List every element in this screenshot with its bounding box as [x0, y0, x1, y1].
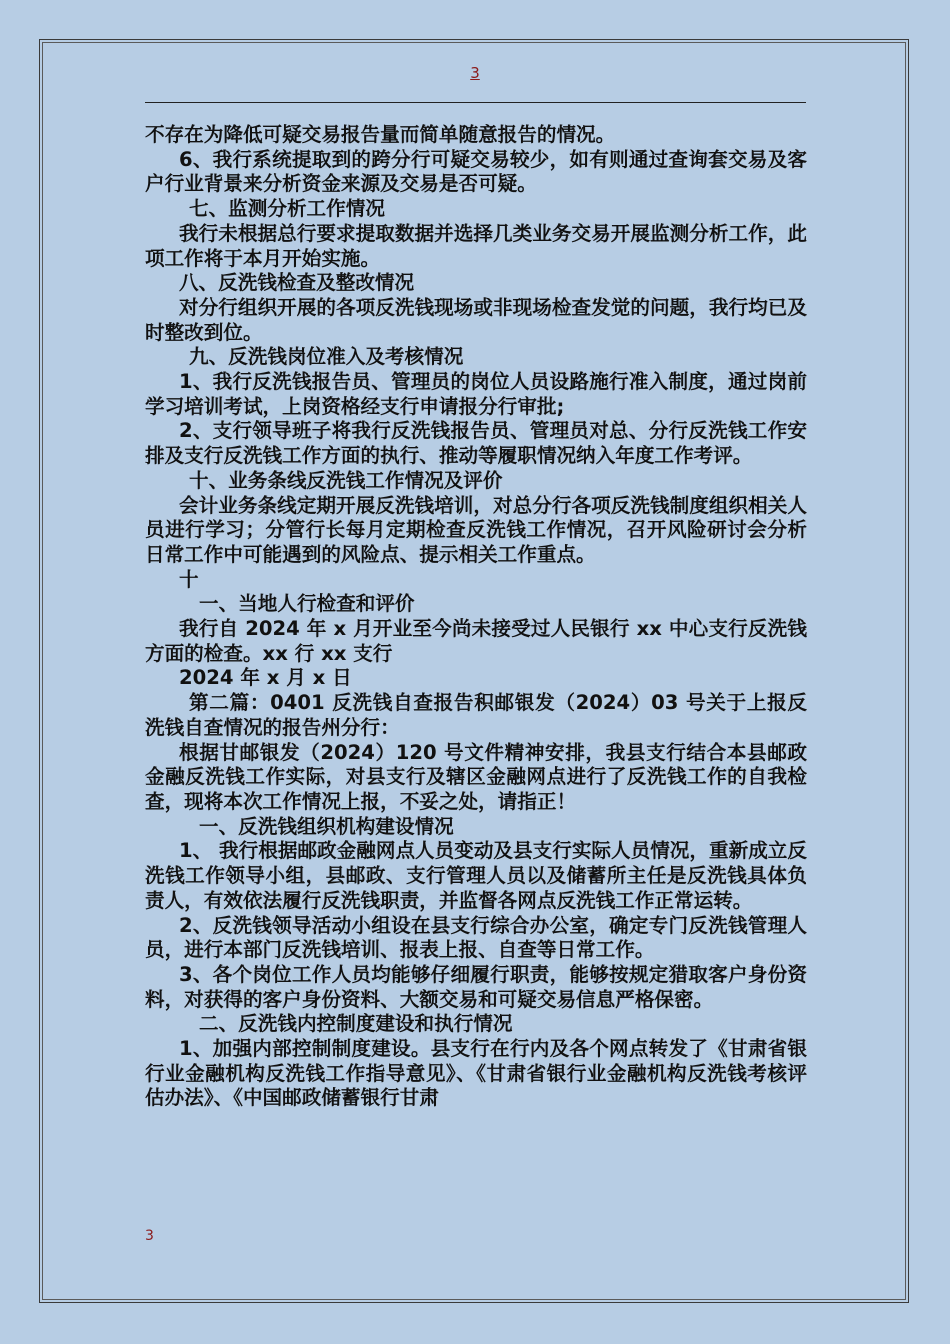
paragraph: 十 [179, 567, 199, 591]
section-heading: 二、反洗钱内控制度建设和执行情况 [199, 1012, 513, 1036]
header-rule [145, 102, 806, 103]
date-line: 2024 年 x 月 x 日 [179, 666, 352, 690]
paragraph: 6、我行系统提取到的跨分行可疑交易较少，如有则通过查询套交易及客户行业背景来分析资金来源及交易是否可疑。 [145, 147, 807, 196]
paragraph: 1、加强内部控制制度建设。县支行在行内及各个网点转发了《甘肃省银行业金融机构反洗钱工作指导意见》、《甘肃省银行业金融机构反洗钱考核评估办法》、《中国邮政储蓄银行甘肃 [145, 1037, 807, 1110]
footer-page-number: 3 [145, 1228, 154, 1244]
section-heading: 七、监测分析工作情况 [189, 197, 385, 221]
paragraph: 会计业务条线定期开展反洗钱培训，对总分行各项反洗钱制度组织相关人员进行学习；分管行长每月定期检查反洗钱工作情况，召开风险研讨会分析日常工作中可能遇到的风险点、提示相关工作重点。 [145, 493, 807, 566]
paragraph: 2、支行领导班子将我行反洗钱报告员、管理员对总、分行反洗钱工作安排及支行反洗钱工作方面的执行、推动等履职情况纳入年度工作考评。 [145, 419, 807, 468]
paragraph: 不存在为降低可疑交易报告量而简单随意报告的情况。 [145, 123, 616, 146]
section-heading: 九、反洗钱岗位准入及考核情况 [189, 345, 464, 369]
header-page-number: 3 [470, 64, 480, 82]
section-heading: 十、业务条线反洗钱工作情况及评价 [189, 468, 503, 492]
paragraph: 1、 我行根据邮政金融网点人员变动及县支行实际人员情况，重新成立反洗钱工作领导小组，县邮政、支行管理人员以及储蓄所主任是反洗钱具体负责人，有效依法履行反洗钱职责，并监督各网点反洗钱工作正常运转。 [145, 839, 807, 912]
paragraph: 我行自 2024 年 x 月开业至今尚未接受过人民银行 xx 中心支行反洗钱方面的检查。xx 行 xx 支行 [145, 617, 807, 665]
paragraph: 2、反洗钱领导活动小组设在县支行综合办公室，确定专门反洗钱管理人员，进行本部门反洗钱培训、报表上报、自查等日常工作。 [145, 913, 807, 962]
paragraph: 根据甘邮银发（2024）120 号文件精神安排，我县支行结合本县邮政金融反洗钱工作实际，对县支行及辖区金融网点进行了反洗钱工作的自我检查，现将本次工作情况上报，不妥之处，请指正！ [145, 740, 807, 813]
paragraph: 对分行组织开展的各项反洗钱现场或非现场检查发觉的问题，我行均已及时整改到位。 [145, 295, 807, 344]
paragraph: 第二篇：0401 反洗钱自查报告积邮银发（2024）03 号关于上报反洗钱自查情况的报告州分行： [145, 691, 807, 739]
paragraph: 我行未根据总行要求提取数据并选择几类业务交易开展监测分析工作，此项工作将于本月开始实施。 [145, 221, 807, 270]
document-body [145, 123, 807, 1111]
section-heading: 一、当地人行检查和评价 [199, 592, 415, 616]
paragraph: 1、我行反洗钱报告员、管理员的岗位人员设路施行准入制度，通过岗前学习培训考试，上岗资格经支行申请报分行审批; [145, 370, 807, 418]
section-heading: 八、反洗钱检查及整改情况 [179, 271, 415, 295]
paragraph: 3、各个岗位工作人员均能够仔细履行职责，能够按规定猎取客户身份资料，对获得的客户身份资料、大额交易和可疑交易信息严格保密。 [145, 962, 807, 1011]
section-heading: 一、反洗钱组织机构建设情况 [199, 814, 454, 838]
